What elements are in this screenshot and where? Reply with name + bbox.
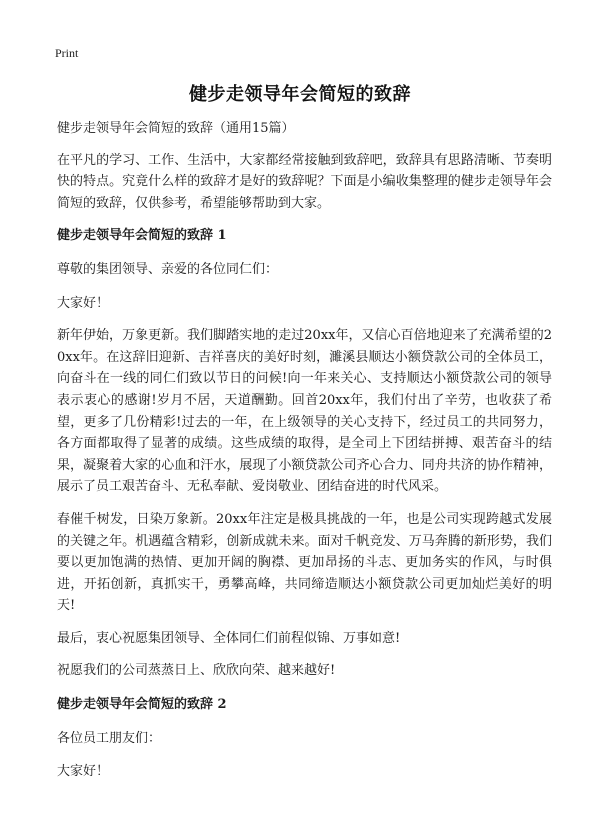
body-paragraph-3: 最后，衷心祝愿集团领导、全体同仁们前程似锦、万事如意! (57, 630, 401, 646)
page-title: 健步走领导年会简短的致辞 (189, 84, 411, 105)
document-body (57, 118, 552, 783)
section-heading-1: 健步走领导年会简短的致辞 1 (57, 228, 227, 244)
intro-paragraph: 在平凡的学习、工作、生活中，大家都经常接触到致辞吧，致辞具有思路清晰、节奏明快的特点。究竟什么样的致辞才是好的致辞呢？下面是小编收集整理的健步走领导年会简短的致辞，仅供参考，希望能够帮助到大家。 (57, 152, 552, 211)
greeting-1: 大家好！ (57, 295, 110, 311)
greeting-2: 大家好！ (57, 764, 110, 780)
salutation-1: 尊敬的集团领导、亲爱的各位同仁们： (57, 261, 279, 277)
body-paragraph-2: 春催千树发，日染万象新。20xx年注定是极具挑战的一年，也是公司实现跨越式发展的关键之年。机遇蕴含精彩，创新成就未来。面对千帆竞发、万马奔腾的新形势，我们要以更加饱满的热情、更加开阔的胸襟、更加昂扬的斗志、更加务实的作风，与时俱进，开拓创新，真抓实干，勇攀高峰，共同缔造顺达小额贷款公司更加灿烂美好的明天! (57, 511, 552, 614)
print-label: Print (55, 46, 79, 60)
body-paragraph-4: 祝愿我们的公司蒸蒸日上、欣欣向荣、越来越好! (57, 663, 336, 679)
salutation-2: 各位员工朋友们： (57, 730, 162, 746)
section-heading-2: 健步走领导年会简短的致辞 2 (57, 697, 227, 713)
body-paragraph-1: 新年伊始，万象更新。我们脚踏实地的走过20xx年，又信心百倍地迎来了充满希望的20xx年。在这辞旧迎新、吉祥喜庆的美好时刻，濉溪县顺达小额贷款公司的全体员工，向奋斗在一线的同仁们致以节日的问候!向一年来关心、支持顺达小额贷款公司的领导表示衷心的感谢!岁月不居，天道酬勤。回首20xx年，我们付出了辛劳，也收获了希望，更多了几份精彩!过去的一年，在上级领导的关心支持下，经过员工的共同努力，各方面都取得了显著的成绩。这些成绩的取得，是全司上下团结拼搏、艰苦奋斗的结果，凝聚着大家的心血和汗水，展现了小额贷款公司齐心合力、同舟共济的协作精神，展示了员工艰苦奋斗、无私奉献、爱岗敬业、团结奋进的时代风采。 (57, 328, 552, 495)
document-subtitle: 健步走领导年会简短的致辞（通用15篇） (57, 121, 295, 136)
